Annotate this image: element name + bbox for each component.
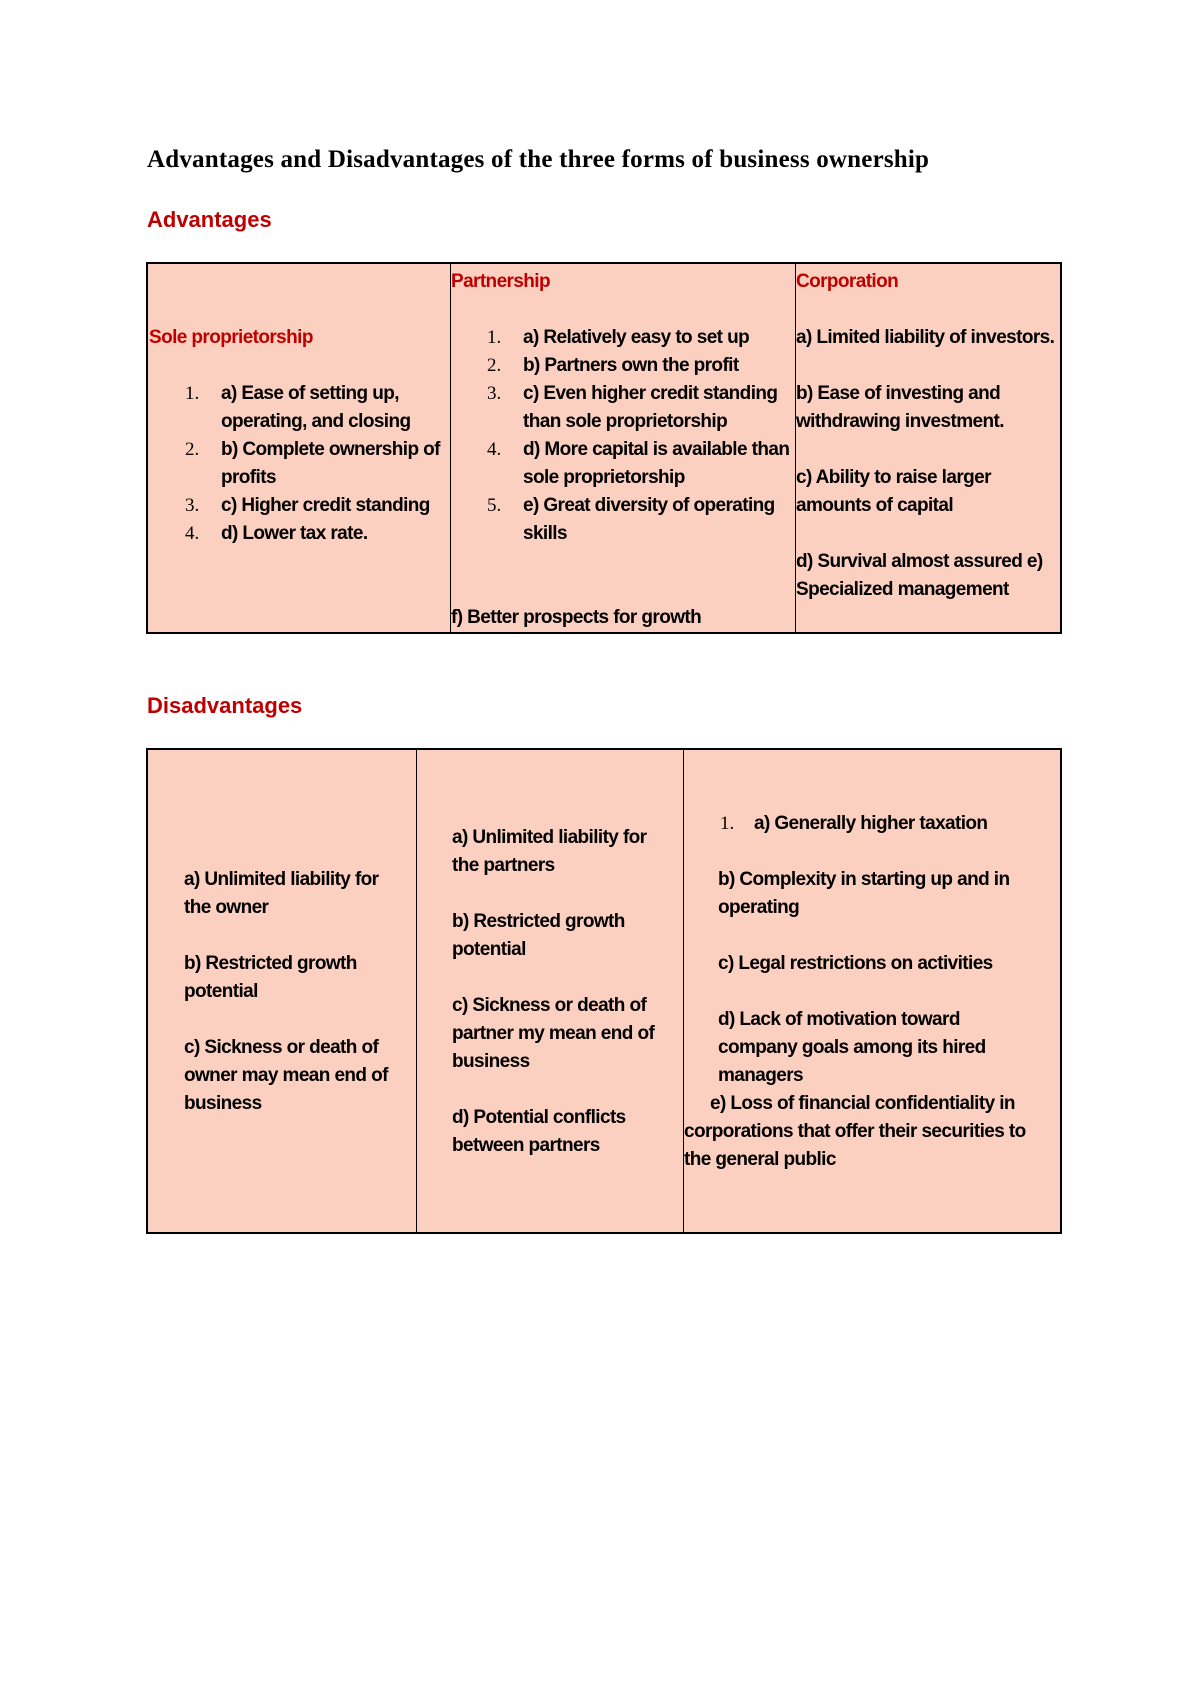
- list-item: 1. a) Relatively easy to set up: [487, 327, 750, 348]
- partnership-extra-item: f) Better prospects for growth: [451, 607, 702, 628]
- list-item: d) Potential conflicts between partners: [452, 1107, 626, 1156]
- corporation-advantages-list: [796, 324, 1061, 604]
- corporation-disadvantages-list: [684, 810, 1056, 1174]
- list-item: 1. a) Generally higher taxation: [720, 813, 988, 834]
- list-item: 4. d) More capital is available than sole proprietorship: [487, 439, 790, 488]
- list-item: 4. d) Lower tax rate.: [185, 523, 368, 544]
- disadvantages-corporation-column: [684, 750, 1062, 1232]
- list-item: b) Complexity in starting up and in operating: [718, 869, 1010, 918]
- list-item: 3. c) Even higher credit standing than sole proprietorship: [487, 383, 778, 432]
- advantages-partnership-column: [451, 264, 795, 632]
- list-item: 5. e) Great diversity of operating skills: [487, 495, 775, 544]
- partnership-disadvantages-list: [452, 824, 677, 1160]
- list-item: 1. a) Ease of setting up, operating, and closing: [185, 383, 411, 432]
- sole-disadvantages-list: [184, 866, 409, 1118]
- sole-proprietorship-header: Sole proprietorship: [149, 327, 313, 348]
- corporation-header: Corporation: [796, 271, 899, 292]
- advantages-corporation-column: [796, 264, 1062, 632]
- list-item: a) Unlimited liability for the partners: [452, 827, 647, 876]
- list-item: 2. b) Partners own the profit: [487, 355, 739, 376]
- list-item: c) Ability to raise larger amounts of capital: [796, 467, 991, 516]
- disadvantages-heading: Disadvantages: [147, 693, 303, 718]
- list-item: c) Legal restrictions on activities: [718, 953, 993, 974]
- list-item: b) Restricted growth potential: [184, 953, 357, 1002]
- list-item: e) Loss of financial confidentiality in corporations that offer their securities to the general public: [684, 1093, 1026, 1170]
- list-item: 3. c) Higher credit standing: [185, 495, 430, 516]
- list-item: a) Unlimited liability for the owner: [184, 869, 379, 918]
- advantages-table: [146, 262, 1062, 634]
- partnership-advantages-list: [451, 324, 791, 548]
- sole-advantages-list: [149, 380, 449, 548]
- disadvantages-table: [146, 748, 1062, 1234]
- advantages-heading: Advantages: [147, 207, 272, 232]
- advantages-sole-column: [148, 264, 450, 632]
- list-item: d) Survival almost assured e) Specialized management: [796, 551, 1043, 600]
- list-item: c) Sickness or death of owner may mean end of business: [184, 1037, 388, 1114]
- page-title: Advantages and Disadvantages of the three forms of business ownership: [147, 146, 930, 173]
- list-item: 2. b) Complete ownership of profits: [185, 439, 440, 488]
- list-item: b) Restricted growth potential: [452, 911, 625, 960]
- partnership-header: Partnership: [451, 271, 550, 292]
- disadvantages-sole-column: [148, 750, 416, 1232]
- list-item: c) Sickness or death of partner my mean end of business: [452, 995, 655, 1072]
- disadvantages-partnership-column: [417, 750, 683, 1232]
- list-item: b) Ease of investing and withdrawing investment.: [796, 383, 1004, 432]
- list-item: a) Limited liability of investors.: [796, 327, 1055, 348]
- list-item: d) Lack of motivation toward company goals among its hired managers: [718, 1009, 986, 1086]
